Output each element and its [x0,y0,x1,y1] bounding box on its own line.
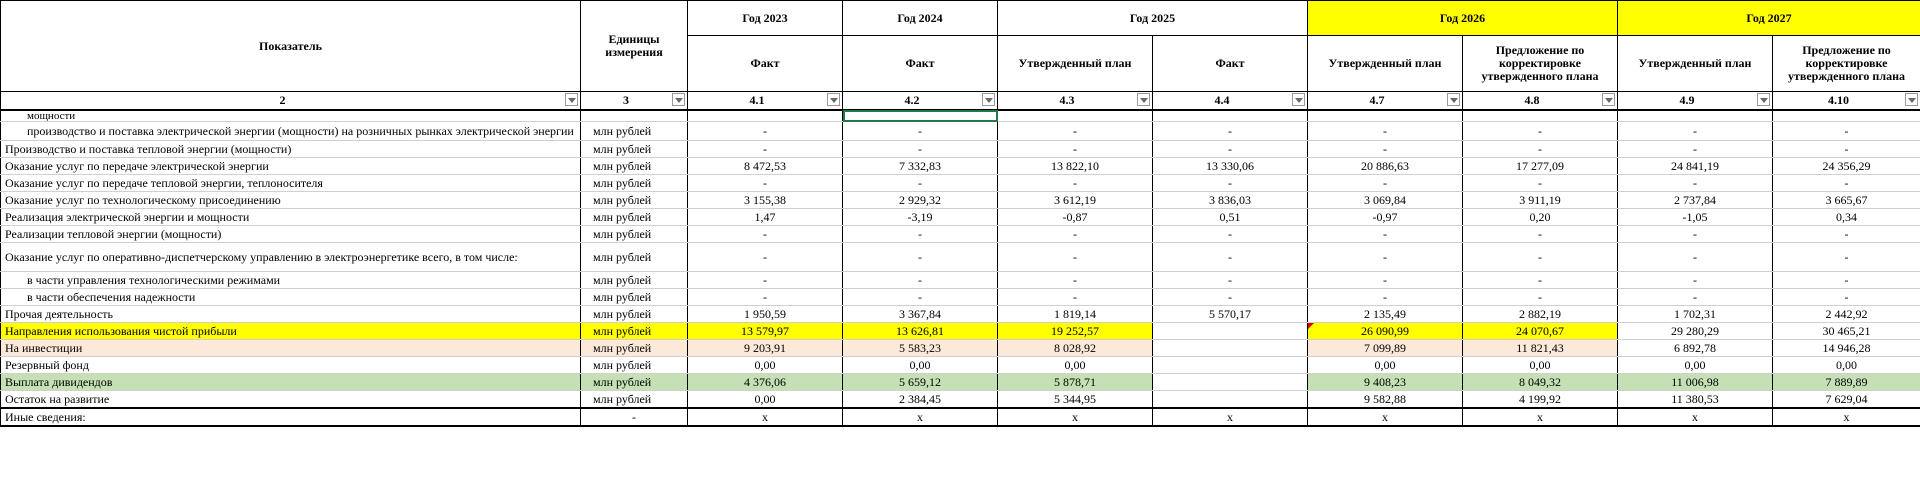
subheader-cell: Утвержденный план [1618,36,1773,92]
value-cell[interactable]: -3,19 [843,209,998,226]
column-number: 4.10 [1828,93,1849,107]
value-cell[interactable]: 13 579,97 [688,323,843,340]
value-cell[interactable]: - [843,175,998,192]
value-cell[interactable]: - [843,243,998,272]
header-year-2026: Год 2026 [1308,1,1618,36]
value-cell[interactable]: - [688,289,843,306]
column-number: 4.8 [1524,93,1540,107]
table-header [1,1,1920,111]
column-number: 4.9 [1679,93,1695,107]
row-unit[interactable] [581,110,688,122]
value-cell[interactable]: -0,87 [998,209,1153,226]
table-row [1,226,1920,243]
value-cell[interactable]: - [1618,289,1773,306]
value-cell[interactable]: - [1153,272,1308,289]
value-cell[interactable]: 5 570,17 [1153,306,1308,323]
value-cell[interactable]: 29 280,29 [1618,323,1773,340]
value-cell[interactable]: -0,97 [1308,209,1463,226]
value-cell[interactable]: - [1463,243,1618,272]
table-row [1,243,1920,272]
value-cell[interactable]: 24 070,67 [1463,323,1618,340]
column-number-row [1,92,1920,111]
value-cell[interactable]: 0,20 [1463,209,1618,226]
value-cell[interactable]: 0,00 [1308,357,1463,374]
value-cell[interactable]: x [1308,408,1463,426]
value-cell[interactable]: 13 822,10 [998,158,1153,175]
value-cell[interactable]: 2 442,92 [1773,306,1920,323]
value-cell[interactable] [1153,323,1308,340]
column-number: 4.7 [1369,93,1385,107]
column-number: 4.1 [749,93,765,107]
value-cell[interactable]: 9 408,23 [1308,374,1463,391]
value-cell[interactable]: 3 836,03 [1153,192,1308,209]
value-cell[interactable] [1308,110,1463,122]
value-cell[interactable]: 3 612,19 [998,192,1153,209]
row-unit[interactable]: млн рублей [581,391,688,409]
filter-dropdown-icon[interactable] [672,93,685,106]
value-cell[interactable]: 0,00 [1463,357,1618,374]
value-cell[interactable]: 2 384,45 [843,391,998,409]
value-cell[interactable]: 9 582,88 [1308,391,1463,409]
row-unit[interactable]: млн рублей [581,323,688,340]
row-unit[interactable]: млн рублей [581,122,688,141]
row-unit[interactable]: млн рублей [581,357,688,374]
value-cell[interactable]: 13 626,81 [843,323,998,340]
value-cell[interactable]: - [1773,272,1920,289]
value-cell[interactable]: 9 203,91 [688,340,843,357]
table-row [1,110,1920,122]
value-cell[interactable]: 2 882,19 [1463,306,1618,323]
subheader-cell: Факт [1153,36,1308,92]
row-unit[interactable]: млн рублей [581,192,688,209]
value-cell[interactable]: 5 583,23 [843,340,998,357]
value-cell[interactable]: - [1308,289,1463,306]
value-cell[interactable]: - [1308,226,1463,243]
value-cell[interactable]: x [998,408,1153,426]
filter-dropdown-icon[interactable] [565,93,578,106]
subheader-cell: Факт [843,36,998,92]
value-cell[interactable]: - [688,122,843,141]
column-number: 4.2 [904,93,920,107]
filter-dropdown-icon[interactable] [1137,93,1150,106]
value-cell[interactable]: 14 946,28 [1773,340,1920,357]
subheader-cell: Утвержденный план [998,36,1153,92]
value-cell[interactable]: 3 155,38 [688,192,843,209]
value-cell[interactable]: - [998,272,1153,289]
value-cell[interactable]: - [998,175,1153,192]
value-cell[interactable] [1153,391,1308,409]
value-cell[interactable] [688,110,843,122]
value-cell[interactable]: 1 950,59 [688,306,843,323]
filter-dropdown-icon[interactable] [1292,93,1305,106]
table-row [1,175,1920,192]
row-unit[interactable]: млн рублей [581,226,688,243]
column-number-cell [1463,92,1618,111]
value-cell[interactable]: 20 886,63 [1308,158,1463,175]
table-row [1,289,1920,306]
column-number-cell [1,92,581,111]
row-label[interactable]: Реализация электрической энергии и мощности [1,209,581,226]
value-cell[interactable]: x [843,408,998,426]
value-cell[interactable]: 2 929,32 [843,192,998,209]
value-cell[interactable]: 26 090,99 [1308,323,1463,340]
value-cell[interactable]: 30 465,21 [1773,323,1920,340]
table-row [1,357,1920,374]
value-cell[interactable]: - [688,272,843,289]
row-label[interactable]: производство и поставка электрической энергии (мощности) на розничных рынках электрической энергии [1,122,581,141]
column-number-cell [688,92,843,111]
value-cell[interactable]: - [1773,289,1920,306]
value-cell[interactable]: - [1153,141,1308,158]
row-unit[interactable]: млн рублей [581,158,688,175]
column-number-cell [1773,92,1920,111]
table-row [1,272,1920,289]
row-label[interactable]: Оказание услуг по технологическому присоединению [1,192,581,209]
value-cell[interactable]: 4 376,06 [688,374,843,391]
row-label[interactable]: Оказание услуг по передаче тепловой энергии, теплоносителя [1,175,581,192]
value-cell[interactable]: 5 878,71 [998,374,1153,391]
value-cell[interactable]: - [1308,122,1463,141]
column-number-cell [581,92,688,111]
header-year-2024: Год 2024 [843,1,998,36]
table-row [1,209,1920,226]
value-cell[interactable] [843,110,998,122]
value-cell[interactable]: - [688,243,843,272]
value-cell[interactable]: 11 380,53 [1618,391,1773,409]
value-cell[interactable] [1153,374,1308,391]
row-label[interactable]: Реализации тепловой энергии (мощности) [1,226,581,243]
row-unit[interactable]: - [581,408,688,426]
value-cell[interactable]: 24 356,29 [1773,158,1920,175]
row-label[interactable]: Прочая деятельность [1,306,581,323]
row-unit[interactable]: млн рублей [581,306,688,323]
row-unit[interactable]: млн рублей [581,374,688,391]
row-label[interactable]: мощности [1,110,581,122]
row-unit[interactable]: млн рублей [581,209,688,226]
value-cell[interactable]: 0,00 [998,357,1153,374]
filter-dropdown-icon[interactable] [1905,93,1918,106]
value-cell[interactable]: - [1773,226,1920,243]
value-cell[interactable]: 3 069,84 [1308,192,1463,209]
row-unit[interactable]: млн рублей [581,289,688,306]
value-cell[interactable]: 8 028,92 [998,340,1153,357]
value-cell[interactable]: - [688,175,843,192]
row-unit[interactable]: млн рублей [581,340,688,357]
filter-dropdown-icon[interactable] [827,93,840,106]
column-number: 3 [623,93,629,107]
column-number-cell [1153,92,1308,111]
row-unit[interactable]: млн рублей [581,141,688,158]
subheader-cell: Утвержденный план [1308,36,1463,92]
value-cell[interactable]: 3 665,67 [1773,192,1920,209]
column-number: 4.3 [1059,93,1075,107]
row-label[interactable]: в части обеспечения надежности [1,289,581,306]
value-cell[interactable]: - [998,122,1153,141]
value-cell[interactable]: x [1618,408,1773,426]
value-cell[interactable]: 2 737,84 [1618,192,1773,209]
value-cell[interactable]: 19 252,57 [998,323,1153,340]
value-cell[interactable]: - [843,122,998,141]
value-cell[interactable]: 7 889,89 [1773,374,1920,391]
value-cell[interactable]: - [1618,272,1773,289]
value-cell[interactable]: x [1773,408,1920,426]
value-cell[interactable]: 1,47 [688,209,843,226]
column-number-cell [843,92,998,111]
value-cell[interactable]: - [1153,122,1308,141]
value-cell[interactable] [1153,357,1308,374]
column-number-cell [1618,92,1773,111]
filter-dropdown-icon[interactable] [982,93,995,106]
value-cell[interactable]: 0,00 [843,357,998,374]
subheader-cell: Предложение по корректировке утвержденного плана [1463,36,1618,92]
table-row [1,340,1920,357]
table-row [1,306,1920,323]
column-number: 4.4 [1214,93,1230,107]
value-cell[interactable]: 11 006,98 [1618,374,1773,391]
value-cell[interactable]: - [1773,141,1920,158]
table-row [1,408,1920,426]
value-cell[interactable]: 5 344,95 [998,391,1153,409]
value-cell[interactable]: 13 330,06 [1153,158,1308,175]
value-cell[interactable]: - [688,141,843,158]
header-year-2027: Год 2027 [1618,1,1920,36]
value-cell[interactable]: 7 629,04 [1773,391,1920,409]
value-cell[interactable]: - [1773,122,1920,141]
value-cell[interactable]: - [1463,226,1618,243]
table-row [1,122,1920,141]
row-label[interactable]: в части управления технологическими режимами [1,272,581,289]
row-label[interactable]: Выплата дивидендов [1,374,581,391]
value-cell[interactable]: - [1153,243,1308,272]
value-cell[interactable]: 7 332,83 [843,158,998,175]
value-cell[interactable]: - [843,289,998,306]
value-cell[interactable]: - [1463,272,1618,289]
value-cell[interactable]: 0,51 [1153,209,1308,226]
value-cell[interactable]: 0,00 [1773,357,1920,374]
value-cell[interactable] [1773,110,1920,122]
value-cell[interactable]: - [1618,141,1773,158]
value-cell[interactable] [1618,110,1773,122]
value-cell[interactable]: - [998,141,1153,158]
value-cell[interactable]: 24 841,19 [1618,158,1773,175]
value-cell[interactable]: - [1618,243,1773,272]
row-unit[interactable]: млн рублей [581,272,688,289]
value-cell[interactable]: 8 472,53 [688,158,843,175]
filter-dropdown-icon[interactable] [1602,93,1615,106]
value-cell[interactable]: - [1153,226,1308,243]
value-cell[interactable]: 0,00 [688,391,843,409]
value-cell[interactable]: - [1618,122,1773,141]
value-cell[interactable]: - [998,226,1153,243]
row-label[interactable]: Оказание услуг по передаче электрической энергии [1,158,581,175]
table-body [1,110,1920,426]
row-label[interactable]: Остаток на развитие [1,391,581,409]
value-cell[interactable]: 1 702,31 [1618,306,1773,323]
header-year-2025: Год 2025 [998,1,1308,36]
value-cell[interactable]: 2 135,49 [1308,306,1463,323]
value-cell[interactable]: 3 367,84 [843,306,998,323]
value-cell[interactable]: -1,05 [1618,209,1773,226]
value-cell[interactable]: x [688,408,843,426]
row-unit[interactable]: млн рублей [581,243,688,272]
value-cell[interactable]: 1 819,14 [998,306,1153,323]
value-cell[interactable]: 4 199,92 [1463,391,1618,409]
value-cell[interactable]: - [1463,141,1618,158]
row-label[interactable]: Резервный фонд [1,357,581,374]
value-cell[interactable]: - [1463,175,1618,192]
row-label[interactable]: Иные сведения: [1,408,581,426]
value-cell[interactable] [1463,110,1618,122]
value-cell[interactable]: 8 049,32 [1463,374,1618,391]
value-cell[interactable]: - [998,289,1153,306]
value-cell[interactable]: x [1153,408,1308,426]
subheader-cell: Предложение по корректировке утвержденного плана [1773,36,1920,92]
row-label[interactable]: Направления использования чистой прибыли [1,323,581,340]
value-cell[interactable]: - [998,243,1153,272]
header-indicator: Показатель [1,1,581,92]
value-cell[interactable]: 11 821,43 [1463,340,1618,357]
value-cell[interactable]: 17 277,09 [1463,158,1618,175]
value-cell[interactable]: - [1308,175,1463,192]
value-cell[interactable]: x [1463,408,1618,426]
value-cell[interactable]: - [843,141,998,158]
header-unit: Единицы измерения [581,1,688,92]
column-number: 2 [279,93,286,107]
value-cell[interactable]: 6 892,78 [1618,340,1773,357]
value-cell[interactable]: - [1463,122,1618,141]
value-cell[interactable]: - [1308,141,1463,158]
value-cell[interactable]: 7 099,89 [1308,340,1463,357]
value-cell[interactable]: 0,34 [1773,209,1920,226]
row-label[interactable]: Производство и поставка тепловой энергии (мощности) [1,141,581,158]
table-row [1,192,1920,209]
value-cell[interactable] [998,110,1153,122]
value-cell[interactable]: - [1773,243,1920,272]
value-cell[interactable]: - [1618,226,1773,243]
value-cell[interactable]: - [843,226,998,243]
filter-dropdown-icon[interactable] [1757,93,1770,106]
subheader-cell: Факт [688,36,843,92]
value-cell[interactable]: 0,00 [688,357,843,374]
value-cell[interactable]: - [1463,289,1618,306]
filter-dropdown-icon[interactable] [1447,93,1460,106]
table-row [1,141,1920,158]
header-year-2023: Год 2023 [688,1,843,36]
row-label[interactable]: На инвестиции [1,340,581,357]
table-row [1,374,1920,391]
value-cell[interactable]: 5 659,12 [843,374,998,391]
value-cell[interactable]: - [1153,289,1308,306]
row-label[interactable]: Оказание услуг по оперативно-диспетчерскому управлению в электроэнергетике всего, в том числе: [1,243,581,272]
value-cell[interactable]: - [688,226,843,243]
value-cell[interactable]: - [1618,175,1773,192]
value-cell[interactable] [1153,110,1308,122]
column-number-cell [1308,92,1463,111]
table-row [1,158,1920,175]
value-cell[interactable]: - [1773,175,1920,192]
value-cell[interactable]: 3 911,19 [1463,192,1618,209]
value-cell[interactable]: - [1308,272,1463,289]
table-row [1,323,1920,340]
value-cell[interactable]: - [1308,243,1463,272]
column-number-cell [998,92,1153,111]
value-cell[interactable] [1153,340,1308,357]
value-cell[interactable]: - [843,272,998,289]
table-row [1,391,1920,409]
value-cell[interactable]: 0,00 [1618,357,1773,374]
row-unit[interactable]: млн рублей [581,175,688,192]
value-cell[interactable]: - [1153,175,1308,192]
